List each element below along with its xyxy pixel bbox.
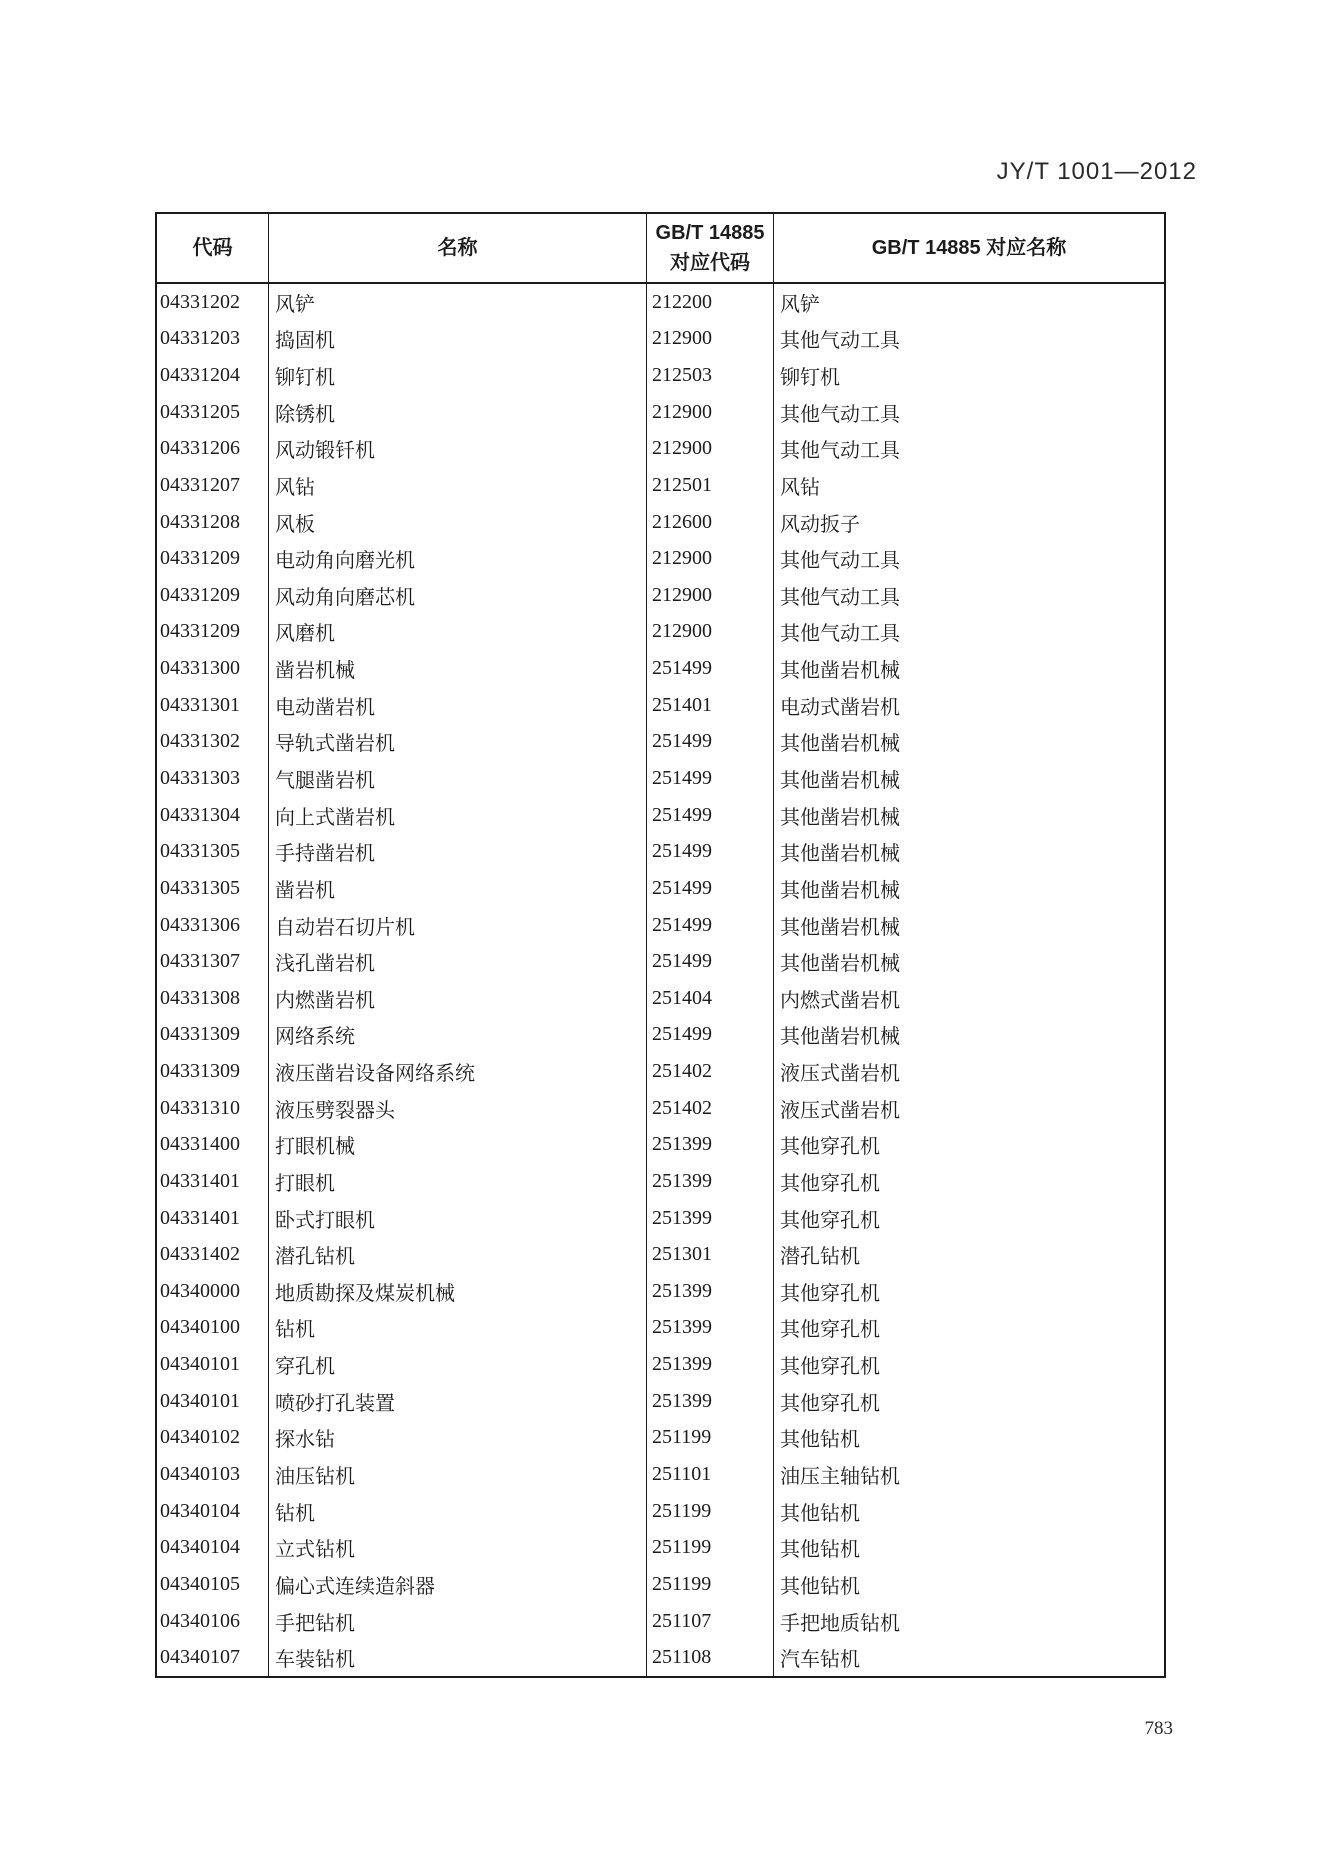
row-code-cell: 04331203 [157,321,269,358]
table-row [157,687,1164,724]
table-row [157,321,1164,358]
row-name-cell: 液压劈裂器头 [269,1090,647,1127]
row-gb-name-cell: 其他钻机 [780,1539,860,1562]
row-gb-code-cell: 251402 [647,1090,774,1127]
row-gb-name-cell: 其他凿岩机械 [780,916,900,939]
row-name-cell: 潜孔钻机 [269,1236,647,1273]
table-row [157,1383,1164,1420]
table-row [157,1236,1164,1273]
row-name-cell: 导轨式凿岩机 [269,724,647,761]
header-cell-gb-name: GB/T 14885 对应名称 [871,237,1067,259]
row-gb-code-cell: 251399 [647,1346,774,1383]
table-row [157,1639,1164,1676]
row-gb-name-cell: 其他气动工具 [780,550,900,573]
table-row [157,357,1164,394]
table-row [157,614,1164,651]
row-code-cell: 04331308 [157,980,269,1017]
table-row [157,467,1164,504]
row-gb-code-cell: 251499 [647,797,774,834]
row-gb-name-cell: 其他穿孔机 [780,1136,880,1159]
row-code-cell: 04331300 [157,650,269,687]
table-row [157,1529,1164,1566]
row-gb-name-cell: 其他凿岩机械 [780,953,900,976]
page-number: 783 [1144,1718,1173,1739]
row-name-cell: 电动凿岩机 [269,687,647,724]
row-gb-name-cell: 其他凿岩机械 [780,806,900,829]
row-name-cell: 立式钻机 [269,1529,647,1566]
row-gb-name-cell: 其他钻机 [780,1502,860,1525]
table-row [157,1273,1164,1310]
row-gb-code-cell: 251499 [647,907,774,944]
row-code-cell: 04331307 [157,943,269,980]
row-name-cell: 钻机 [269,1493,647,1530]
row-gb-name-cell: 其他凿岩机械 [780,660,900,683]
table-row [157,1566,1164,1603]
table-row [157,797,1164,834]
row-gb-code-cell: 251499 [647,650,774,687]
row-name-cell: 喷砂打孔装置 [269,1383,647,1420]
row-name-cell: 除锈机 [269,394,647,431]
row-code-cell: 04331208 [157,504,269,541]
row-code-cell: 04331209 [157,614,269,651]
row-name-cell: 地质勘探及煤炭机械 [269,1273,647,1310]
row-gb-name-cell: 手把地质钻机 [780,1612,900,1635]
row-gb-code-cell: 251401 [647,687,774,724]
row-name-cell: 打眼机械 [269,1127,647,1164]
header-cell-gb-code-line1: GB/T 14885 [655,222,765,244]
row-gb-name-cell: 其他凿岩机械 [780,770,900,793]
row-gb-name-cell: 风钻 [780,476,820,499]
row-name-cell: 网络系统 [269,1017,647,1054]
row-code-cell: 04331305 [157,870,269,907]
table-row [157,504,1164,541]
row-gb-name-cell: 其他穿孔机 [780,1282,880,1305]
row-code-cell: 04340101 [157,1383,269,1420]
row-gb-name-cell: 其他气动工具 [780,330,900,353]
row-gb-name-cell: 风动扳子 [780,513,860,536]
row-name-cell: 铆钉机 [269,357,647,394]
row-code-cell: 04340100 [157,1310,269,1347]
row-gb-name-cell: 其他凿岩机械 [780,843,900,866]
row-code-cell: 04340106 [157,1603,269,1640]
row-code-cell: 04331209 [157,540,269,577]
row-gb-code-cell: 212900 [647,394,774,431]
row-code-cell: 04340101 [157,1346,269,1383]
row-gb-code-cell: 251199 [647,1420,774,1457]
row-name-cell: 电动角向磨光机 [269,540,647,577]
row-name-cell: 自动岩石切片机 [269,907,647,944]
row-gb-code-cell: 212501 [647,467,774,504]
row-gb-code-cell: 251199 [647,1529,774,1566]
row-gb-code-cell: 251499 [647,1017,774,1054]
row-code-cell: 04340107 [157,1639,269,1676]
table-header-row [157,214,1164,284]
table-row [157,1053,1164,1090]
row-code-cell: 04331402 [157,1236,269,1273]
row-gb-name-cell: 潜孔钻机 [780,1246,860,1269]
row-gb-code-cell: 251101 [647,1456,774,1493]
row-name-cell: 气腿凿岩机 [269,760,647,797]
row-code-cell: 04331401 [157,1200,269,1237]
row-code-cell: 04340103 [157,1456,269,1493]
row-name-cell: 浅孔凿岩机 [269,943,647,980]
row-gb-name-cell: 其他穿孔机 [780,1172,880,1195]
row-gb-name-cell: 其他气动工具 [780,403,900,426]
row-name-cell: 液压凿岩设备网络系统 [269,1053,647,1090]
row-code-cell: 04331306 [157,907,269,944]
row-name-cell: 风动角向磨芯机 [269,577,647,614]
table-row [157,907,1164,944]
row-gb-code-cell: 251499 [647,943,774,980]
row-name-cell: 风板 [269,504,647,541]
table-row [157,1200,1164,1237]
row-gb-code-cell: 212900 [647,540,774,577]
row-name-cell: 风钻 [269,467,647,504]
row-gb-code-cell: 251399 [647,1127,774,1164]
row-gb-name-cell: 其他凿岩机械 [780,733,900,756]
table-row [157,1310,1164,1347]
row-code-cell: 04331303 [157,760,269,797]
row-gb-name-cell: 风铲 [780,293,820,316]
standard-code-header: JY/T 1001—2012 [996,158,1197,185]
row-gb-code-cell: 251301 [647,1236,774,1273]
row-code-cell: 04340000 [157,1273,269,1310]
row-code-cell: 04331401 [157,1163,269,1200]
table-row [157,1163,1164,1200]
row-gb-name-cell: 其他钻机 [780,1575,860,1598]
row-gb-name-cell: 其他穿孔机 [780,1209,880,1232]
row-gb-name-cell: 其他穿孔机 [780,1356,880,1379]
row-gb-name-cell: 其他凿岩机械 [780,1026,900,1049]
row-code-cell: 04331310 [157,1090,269,1127]
header-cell-name: 名称 [269,214,647,282]
row-name-cell: 风动锻钎机 [269,431,647,468]
row-gb-code-cell: 251107 [647,1603,774,1640]
row-gb-code-cell: 251499 [647,724,774,761]
row-name-cell: 车装钻机 [269,1639,647,1676]
header-cell-code: 代码 [157,214,269,282]
row-gb-name-cell: 其他钻机 [780,1429,860,1452]
row-code-cell: 04331309 [157,1017,269,1054]
row-name-cell: 内燃凿岩机 [269,980,647,1017]
row-gb-code-cell: 251399 [647,1163,774,1200]
row-gb-name-cell: 液压式凿岩机 [780,1099,900,1122]
table-row [157,724,1164,761]
row-name-cell: 打眼机 [269,1163,647,1200]
row-code-cell: 04340104 [157,1529,269,1566]
row-gb-code-cell: 251404 [647,980,774,1017]
row-gb-code-cell: 251108 [647,1639,774,1676]
row-code-cell: 04331305 [157,833,269,870]
row-gb-name-cell: 其他穿孔机 [780,1392,880,1415]
row-gb-code-cell: 212900 [647,321,774,358]
row-gb-code-cell: 251399 [647,1310,774,1347]
table-row [157,394,1164,431]
table-row [157,760,1164,797]
row-gb-name-cell: 其他气动工具 [780,623,900,646]
row-gb-code-cell: 251399 [647,1383,774,1420]
row-gb-code-cell: 212200 [647,284,774,321]
row-name-cell: 卧式打眼机 [269,1200,647,1237]
row-gb-name-cell: 电动式凿岩机 [780,696,900,719]
row-gb-code-cell: 251399 [647,1200,774,1237]
table-row [157,284,1164,321]
row-name-cell: 凿岩机械 [269,650,647,687]
row-gb-code-cell: 251199 [647,1566,774,1603]
row-gb-name-cell: 其他穿孔机 [780,1319,880,1342]
row-gb-name-cell: 汽车钻机 [780,1649,860,1672]
row-code-cell: 04340102 [157,1420,269,1457]
row-gb-name-cell: 其他凿岩机械 [780,879,900,902]
row-name-cell: 油压钻机 [269,1456,647,1493]
row-gb-code-cell: 212503 [647,357,774,394]
table-row [157,431,1164,468]
row-name-cell: 风铲 [269,284,647,321]
row-gb-code-cell: 251402 [647,1053,774,1090]
row-code-cell: 04331301 [157,687,269,724]
table-row [157,540,1164,577]
table-row [157,1090,1164,1127]
row-code-cell: 04331209 [157,577,269,614]
table-row [157,650,1164,687]
row-gb-name-cell: 其他气动工具 [780,586,900,609]
row-code-cell: 04331400 [157,1127,269,1164]
row-name-cell: 穿孔机 [269,1346,647,1383]
row-gb-name-cell: 其他气动工具 [780,440,900,463]
row-code-cell: 04331207 [157,467,269,504]
row-name-cell: 探水钻 [269,1420,647,1457]
table-row [157,870,1164,907]
row-name-cell: 手把钻机 [269,1603,647,1640]
row-gb-code-cell: 251499 [647,833,774,870]
row-name-cell: 钻机 [269,1310,647,1347]
row-gb-code-cell: 212900 [647,431,774,468]
header-cell-gb-code [647,214,774,282]
row-name-cell: 凿岩机 [269,870,647,907]
code-mapping-table [155,212,1166,1678]
row-gb-code-cell: 251399 [647,1273,774,1310]
row-gb-name-cell: 油压主轴钻机 [780,1466,900,1489]
row-code-cell: 04331304 [157,797,269,834]
table-row [157,1603,1164,1640]
row-gb-code-cell: 251499 [647,870,774,907]
row-code-cell: 04331206 [157,431,269,468]
row-gb-code-cell: 212600 [647,504,774,541]
table-body [157,284,1164,1676]
row-gb-name-cell: 铆钉机 [780,367,840,390]
table-row [157,577,1164,614]
row-gb-name-cell: 液压式凿岩机 [780,1063,900,1086]
row-code-cell: 04331302 [157,724,269,761]
table-row [157,833,1164,870]
table-row [157,943,1164,980]
row-code-cell: 04331205 [157,394,269,431]
row-name-cell: 向上式凿岩机 [269,797,647,834]
table-row [157,980,1164,1017]
row-gb-code-cell: 251199 [647,1493,774,1530]
row-code-cell: 04331202 [157,284,269,321]
table-row [157,1420,1164,1457]
row-code-cell: 04340104 [157,1493,269,1530]
row-code-cell: 04331204 [157,357,269,394]
row-gb-name-cell: 内燃式凿岩机 [780,989,900,1012]
row-code-cell: 04331309 [157,1053,269,1090]
row-gb-code-cell: 251499 [647,760,774,797]
table-row [157,1127,1164,1164]
row-gb-code-cell: 212900 [647,614,774,651]
header-cell-gb-code-line2: 对应代码 [670,252,750,274]
table-row [157,1493,1164,1530]
table-row [157,1017,1164,1054]
row-name-cell: 风磨机 [269,614,647,651]
row-name-cell: 偏心式连续造斜器 [269,1566,647,1603]
row-name-cell: 手持凿岩机 [269,833,647,870]
row-code-cell: 04340105 [157,1566,269,1603]
row-gb-code-cell: 212900 [647,577,774,614]
table-row [157,1346,1164,1383]
row-name-cell: 捣固机 [269,321,647,358]
table-row [157,1456,1164,1493]
